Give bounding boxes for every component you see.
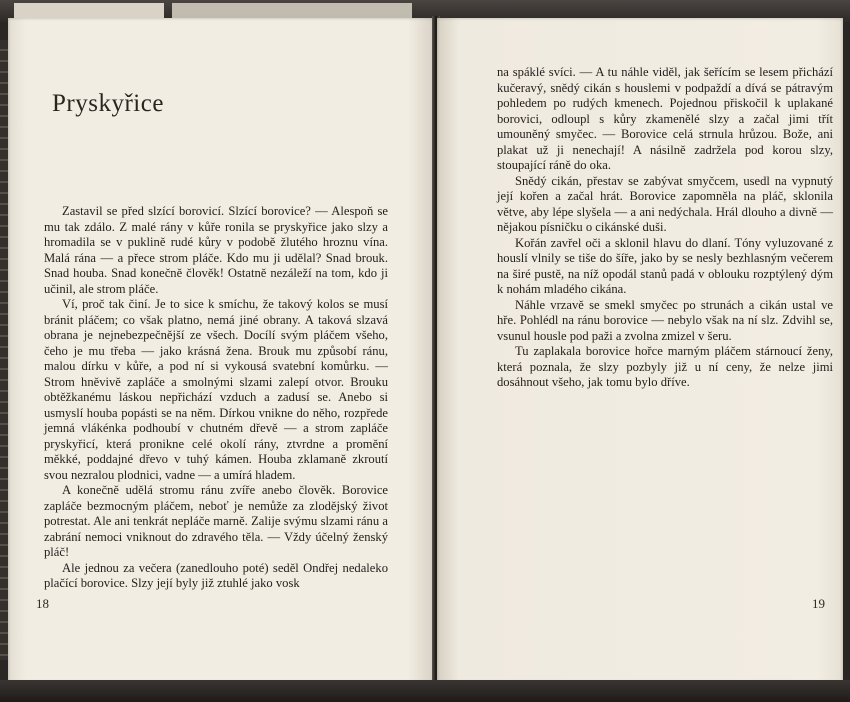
paragraph: Ale jednou za večera (zanedlouho poté) seděl Ondřej nedaleko plačící borovice. Slzy její byly již ztuhlé jako vosk [44,560,388,590]
scan-bottom-edge [0,680,850,702]
right-page-text [497,65,833,391]
page-number: 19 [812,596,825,611]
paragraph: na spáklé svíci. — A tu náhle viděl, jak šeřícím se lesem přichází kučeravý, snědý cikán s houslemi v podpaždí a dívá se pátravým pohledem po rudých kmenech. Pojednou přiskočil k uplakané borovici, odloupl s kůry zkamenělé slzy a začal jimi třít umouněný smyčec. — Borovice celá strnula hrůzou. Bože, ani plakat už ji nenechají! A násilně zadržela pod korou slzy, stoupající ráně do oka. [497,65,833,172]
paragraph: Ví, proč tak činí. Je to sice k smíchu, že takový kolos se musí bránit pláčem; co však platno, nemá jiné obrany. A taková slzavá obrana je nejnebezpečnější ze všech. Docílí svým pláčem všeho, čeho je mu třeba — jako krásná žena. Brouk mu způsobí ránu, malou dírku v kůře, a pod ní si vykousá svatební komůrku. — Strom hněvivě zapláče a smolnými slzami zalepí otvor. Brouku obtěžkanému láskou nepřichází vzduch a zadusí se. Anebo si usmyslí houba popásti se na něm. Dírkou vnikne do něho, rozpřede jemná vlákénka podhoubí v chutném dřevě — a strom zapláče pryskyřicí, která pronikne celé okolí rány, ztvrdne a promění měkké, poddajné dřevo v tuhý kámen. Houba zklamaně zkroutí svou nezralou plodnici, vadne — a umírá hladem. [44,297,388,482]
scanner-paper-strip [172,3,412,19]
left-page-text [44,204,388,592]
left-page [8,18,434,682]
right-page [437,18,843,682]
paragraph: Tu zaplakala borovice hořce marným pláčem stárnoucí ženy, která poznala, že slzy pozbyly již u ní ceny, že nelze jimi dosáhnout všeho, jak tomu bylo dříve. [497,344,833,389]
paragraph: Náhle vrzavě se smekl smyčec po strunách a cikán ustal ve hře. Pohlédl na ránu borovice — nebylo však na ní slz. Zdvihl se, vsunul housle pod paži a zvolna zmizel v šeru. [497,297,833,343]
paragraph: A konečně udělá stromu ránu zvíře anebo člověk. Borovice zapláče bezmocným pláčem, neboť je nemůže za zlodějský život potrestat. Ale ani tenkrát nepláče marně. Zalije svýmu slzami ránu a zabrání nemoci vniknout do zdravého těla. — Vždy účelný ženský pláč! [44,483,388,559]
paragraph: Snědý cikán, přestav se zabývat smyčcem, usedl na vypnutý její kořen a začal hrát. Borovice zapomněla na pláč, sklonila větve, aby lépe slyšela — a ani nedýchala. Hrál dlouho a divně — nějakou písničku o cikánské duši. [497,173,833,234]
scanner-paper-strip [14,3,164,19]
paragraph: Kořán zavřel oči a sklonil hlavu do dlaní. Tóny vyluzované z houslí vlnily se tiše do šíře, jako by se nesly bezhlasným večerem na širé pustě, na níž opodál stanů padá v oblouku rozptýlený dým k nohám mladého cikána. [497,235,833,296]
chapter-title: Pryskyřice [52,90,164,117]
page-number: 18 [36,596,49,611]
page-edge-marks [0,40,8,660]
paragraph: Zastavil se před slzící borovicí. Slzící borovice? — Alespoň se mu tak zdálo. Z malé rány v kůře ronila se pryskyřice jako slzy a hromadila se v puklině rudé kůry v podobě žlutého hroznu vína. Malá rána — a přece strom pláče. Kdo mu ji udělal? Snad brouk. Snad houba. Snad konečně člověk! Ostatně nezáleží na tom, kdo ji učinil, ale strom pláče. [44,204,388,296]
